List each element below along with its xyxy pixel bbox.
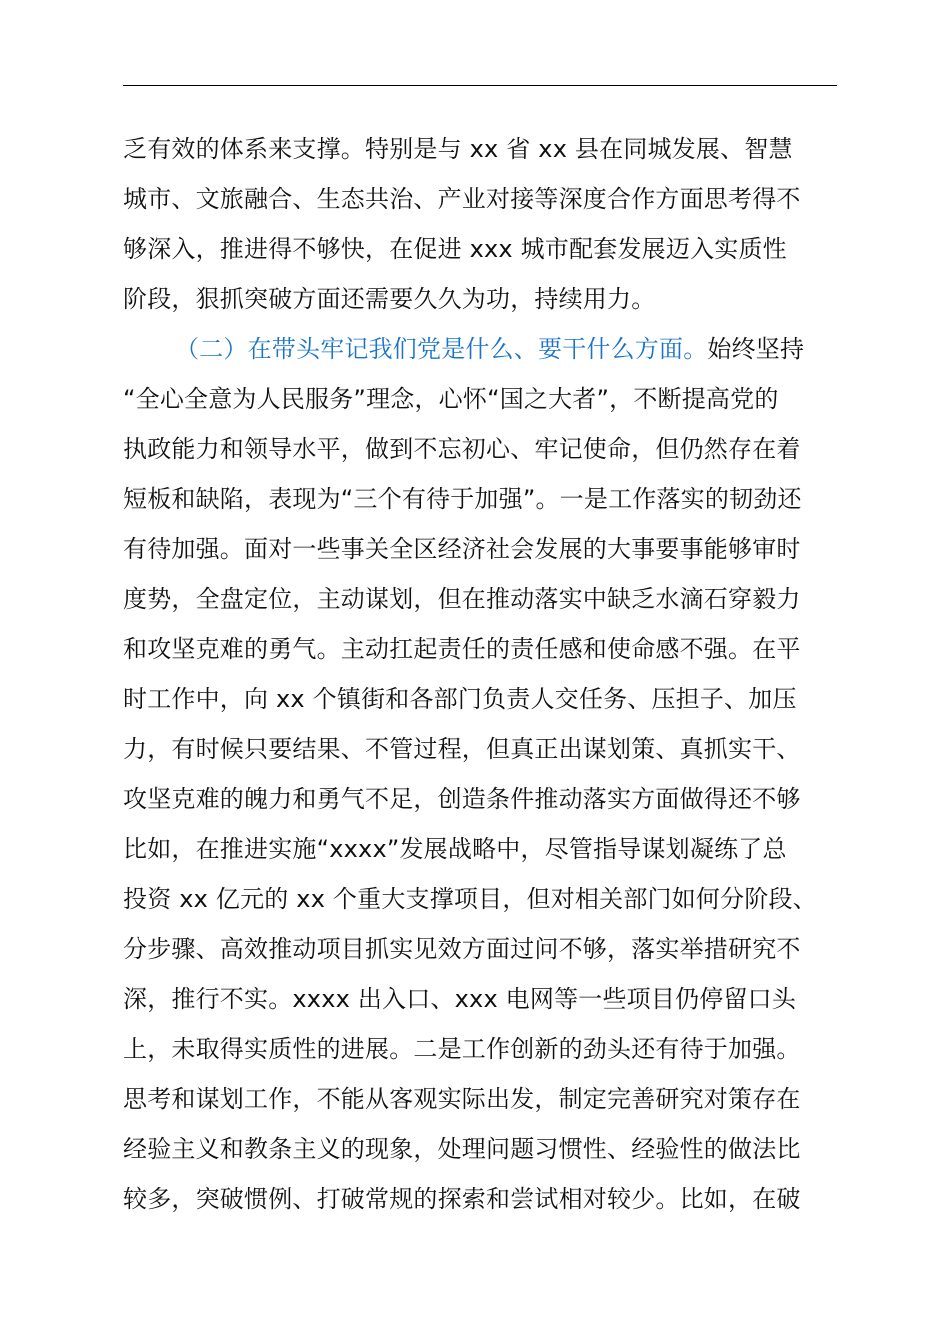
text-line: 时工作中，向 xx 个镇街和各部门负责人交任务、压担子、加压 <box>123 685 797 713</box>
text-line: 阶段，狠抓突破方面还需要久久为功，持续用力。 <box>123 285 656 313</box>
text-line: 投资 xx 亿元的 xx 个重大支撑项目，但对相关部门如何分阶段、 <box>123 885 817 913</box>
text-line: 经验主义和教条主义的现象，处理问题习惯性、经验性的做法比 <box>123 1135 801 1163</box>
text-line: 上，未取得实质性的进展。二是工作创新的劲头还有待于加强。 <box>123 1035 801 1063</box>
text-line: 执政能力和领导水平，做到不忘初心、牢记使命，但仍然存在着 <box>123 435 801 463</box>
text-line: 乏有效的体系来支撑。特别是与 xx 省 xx 县在同城发展、智慧 <box>123 135 793 163</box>
text-line: 分步骤、高效推动项目抓实见效方面过问不够，落实举措研究不 <box>123 935 801 963</box>
text-line: 思考和谋划工作，不能从客观实际出发，制定完善研究对策存在 <box>123 1085 801 1113</box>
text-line: 攻坚克难的魄力和勇气不足，创造条件推动落实方面做得还不够 <box>123 785 801 813</box>
text-line: 够深入，推进得不够快，在促进 xxx 城市配套发展迈入实质性 <box>123 235 787 263</box>
text-line: 和攻坚克难的勇气。主动扛起责任的责任感和使命感不强。在平 <box>123 635 801 663</box>
section-heading-line <box>123 324 843 374</box>
body-text <box>123 124 843 1224</box>
text-line: 有待加强。面对一些事关全区经济社会发展的大事要事能够审时 <box>123 535 801 563</box>
section-heading: （二）在带头牢记我们党是什么、要干什么方面。 <box>175 335 708 363</box>
section-heading-tail: 始终坚持 <box>707 335 805 363</box>
text-line: 深，推行不实。xxxx 出入口、xxx 电网等一些项目仍停留口头 <box>123 985 797 1013</box>
header-rule <box>123 85 837 86</box>
text-line: 较多，突破惯例、打破常规的探索和尝试相对较少。比如，在破 <box>123 1185 801 1213</box>
text-line: 力，有时候只要结果、不管过程，但真正出谋划策、真抓实干、 <box>123 735 801 763</box>
text-line: “全心全意为人民服务”理念，心怀“国之大者”，不断提高党的 <box>123 385 779 413</box>
text-line: 度势，全盘定位，主动谋划，但在推动落实中缺乏水滴石穿毅力 <box>123 585 801 613</box>
text-line: 短板和缺陷，表现为“三个有待于加强”。一是工作落实的韧劲还 <box>123 485 802 513</box>
text-line: 城市、文旅融合、生态共治、产业对接等深度合作方面思考得不 <box>123 185 801 213</box>
text-line: 比如，在推进实施“xxxx”发展战略中，尽管指导谋划凝练了总 <box>123 835 787 863</box>
